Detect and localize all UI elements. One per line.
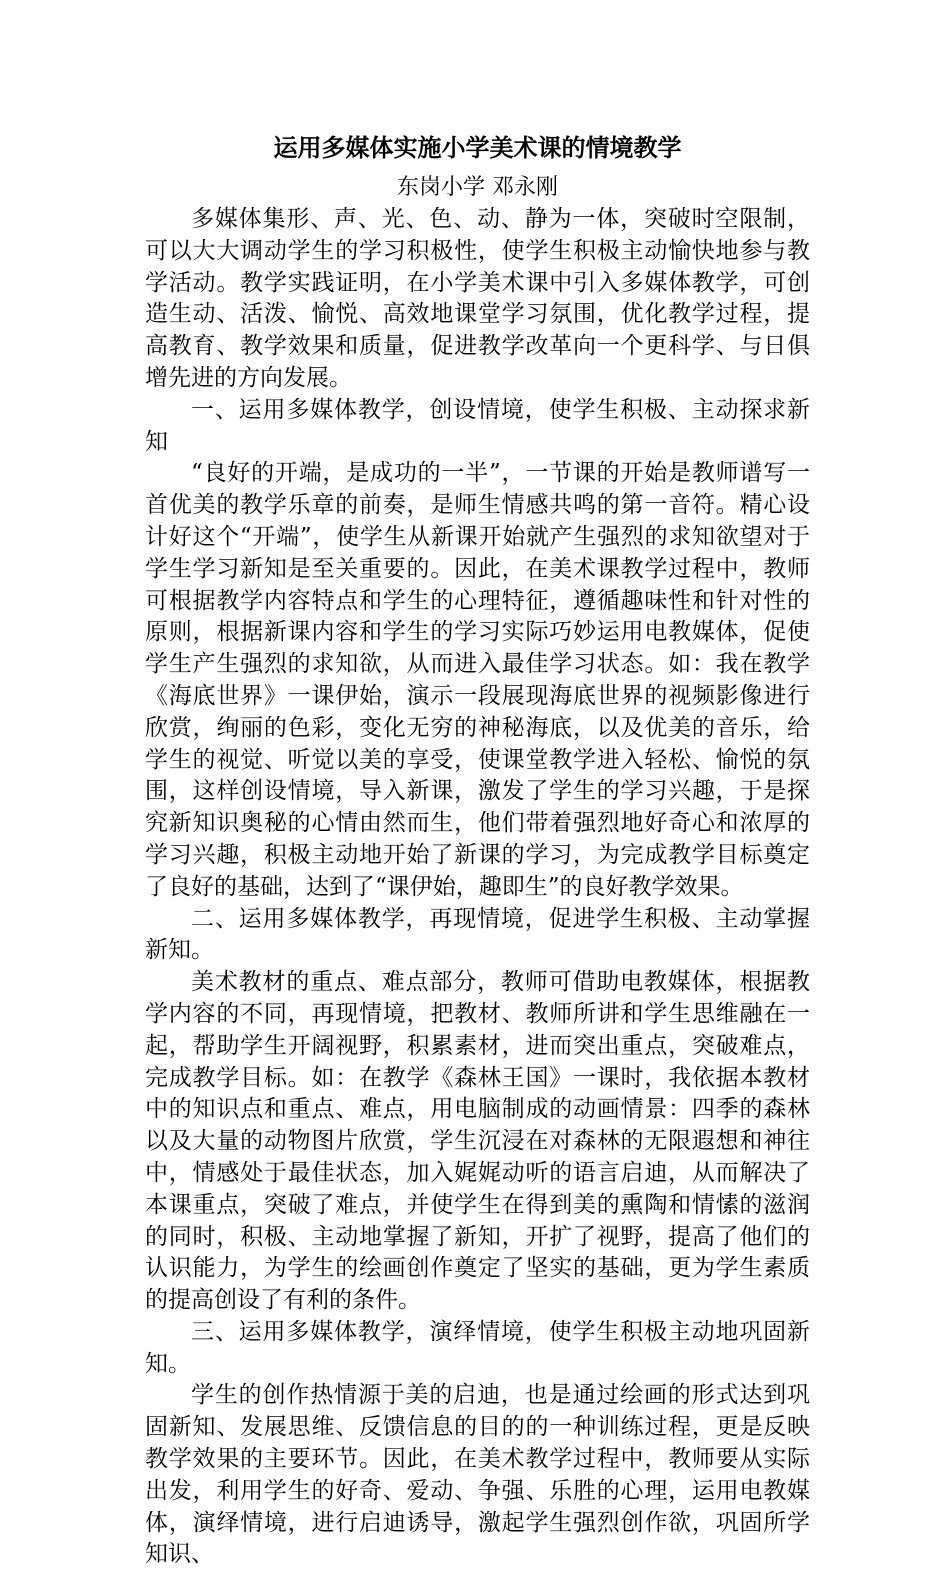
section-heading-2: 二、运用多媒体教学，再现情境，促进学生积极、主动掌握新知。	[145, 905, 810, 964]
document-page	[145, 128, 810, 1571]
paragraph-section-3: 学生的创作热情源于美的启迪，也是通过绘画的形式达到巩固新知、发展思维、反馈信息的目的的一种训练过程，更是反映教学效果的主要环节。因此，在美术教学过程中，教师要从实际出发，利用学生的好奇、爱动、争强、乐胜的心理，运用电教媒体，演绎情境，进行启迪诱导，激起学生强烈创作欲，巩固所学知识、	[145, 1382, 810, 1568]
paragraph-intro: 多媒体集形、声、光、色、动、静为一体，突破时空限制，可以大大调动学生的学习积极性，使学生积极主动愉快地参与教学活动。教学实践证明，在小学美术课中引入多媒体教学，可创造生动、活泼、愉悦、高效地课堂学习氛围，优化教学过程，提高教育、教学效果和质量，促进教学改革向一个更科学、与日俱增先进的方向发展。	[145, 206, 810, 391]
author-line: 东岗小学 邓永刚	[397, 175, 558, 200]
paragraph-section-2: 美术教材的重点、难点部分，教师可借助电教媒体，根据教学内容的不同，再现情境，把教材、教师所讲和学生思维融在一起，帮助学生开阔视野，积累素材，进而突出重点，突破难点，完成教学目标。如：在教学《森林王国》一课时，我依据本教材中的知识点和重点、难点，用电脑制成的动画情景：四季的森林以及大量的动物图片欣赏，学生沉浸在对森林的无限遐想和神往中，情感处于最佳状态，加入娓娓动听的语言启迪，从而解决了本课重点，突破了难点，并使学生在得到美的熏陶和情愫的滋润的同时，积极、主动地掌握了新知，开扩了视野，提高了他们的认识能力，为学生的绘画创作奠定了坚实的基础，更为学生素质的提高创设了有利的条件。	[145, 969, 810, 1314]
paragraph-section-1: “良好的开端，是成功的一半”，一节课的开始是教师谱写一首优美的教学乐章的前奏，是师生情感共鸣的第一音符。精心设计好这个“开端”，使学生从新课开始就产生强烈的求知欲望对于学生学习新知是至关重要的。因此，在美术课教学过程中，教师可根据教学内容特点和学生的心理特征，遵循趣味性和针对性的原则，根据新课内容和学生的学习实际巧妙运用电教媒体，促使学生产生强烈的求知欲，从而进入最佳学习状态。如：我在教学《海底世界》一课伊始，演示一段展现海底世界的视频影像进行欣赏，绚丽的色彩，变化无穷的神秘海底，以及优美的音乐，给学生的视觉、听觉以美的享受，使课堂教学进入轻松、愉悦的氛围，这样创设情境，导入新课，激发了学生的学习兴趣，于是探究新知识奥秘的心情由然而生，他们带着强烈地好奇心和浓厚的学习兴趣，积极主动地开始了新课的学习，为完成教学目标奠定了良好的基础，达到了“课伊始，趣即生”的良好教学效果。	[145, 460, 810, 900]
section-heading-3: 三、运用多媒体教学，演绎情境，使学生积极主动地巩固新知。	[145, 1318, 810, 1377]
document-title: 运用多媒体实施小学美术课的情境教学	[273, 133, 682, 162]
section-heading-1: 一、运用多媒体教学，创设情境，使学生积极、主动探求新知	[145, 396, 810, 455]
